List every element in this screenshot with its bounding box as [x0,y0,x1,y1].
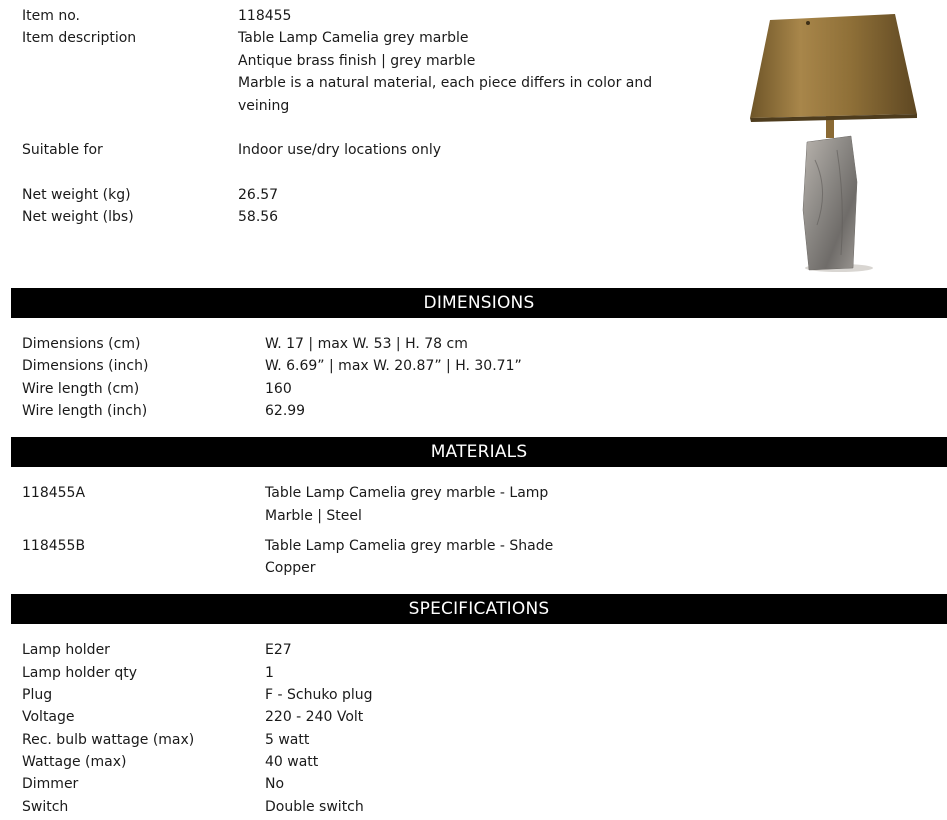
material-composition: Marble | Steel [265,508,362,524]
item-no-label: Item no. [22,8,80,24]
spec-value: E27 [265,642,292,658]
net-weight-kg-label: Net weight (kg) [22,187,131,203]
item-description-label: Item description [22,30,137,46]
item-description-line: Table Lamp Camelia grey marble [238,30,469,46]
spec-value: 40 watt [265,754,319,770]
spec-value: 220 - 240 Volt [265,709,364,725]
item-description-line: veining [238,98,290,114]
wire-length-inch-label: Wire length (inch) [22,403,148,419]
dimensions-header: DIMENSIONS [11,288,947,318]
spec-label: Rec. bulb wattage (max) [22,732,195,748]
spec-value: 5 watt [265,732,310,748]
dimensions-cm-label: Dimensions (cm) [22,336,141,352]
wire-length-cm-label: Wire length (cm) [22,381,140,397]
material-composition: Copper [265,560,316,576]
material-code: 118455B [22,538,86,554]
spec-label: Lamp holder qty [22,665,138,681]
material-description: Table Lamp Camelia grey marble - Shade [265,538,554,554]
dimensions-inch-value: W. 6.69” | max W. 20.87” | H. 30.71” [265,358,522,374]
spec-value: Double switch [265,799,364,815]
net-weight-kg-value: 26.57 [238,187,279,203]
wire-length-inch-value: 62.99 [265,403,306,419]
wire-length-cm-value: 160 [265,381,292,397]
dimensions-cm-value: W. 17 | max W. 53 | H. 78 cm [265,336,468,352]
spec-label: Wattage (max) [22,754,127,770]
item-description-line: Antique brass finish | grey marble [238,53,476,69]
net-weight-lbs-label: Net weight (lbs) [22,209,134,225]
spec-label: Voltage [22,709,75,725]
item-description-line: Marble is a natural material, each piece differs in color and [238,75,653,91]
spec-label: Dimmer [22,776,79,792]
spec-label: Lamp holder [22,642,110,658]
table-lamp-product-image [745,10,925,280]
spec-label: Plug [22,687,53,703]
dimensions-inch-label: Dimensions (inch) [22,358,149,374]
material-code: 118455A [22,485,86,501]
spec-value: No [265,776,285,792]
spec-value: 1 [265,665,274,681]
specifications-header: SPECIFICATIONS [11,594,947,624]
suitable-for-label: Suitable for [22,142,103,158]
spec-value: F - Schuko plug [265,687,373,703]
item-no-value: 118455 [238,8,292,24]
suitable-for-value: Indoor use/dry locations only [238,142,442,158]
material-description: Table Lamp Camelia grey marble - Lamp [265,485,549,501]
spec-label: Switch [22,799,69,815]
materials-header: MATERIALS [11,437,947,467]
net-weight-lbs-value: 58.56 [238,209,279,225]
